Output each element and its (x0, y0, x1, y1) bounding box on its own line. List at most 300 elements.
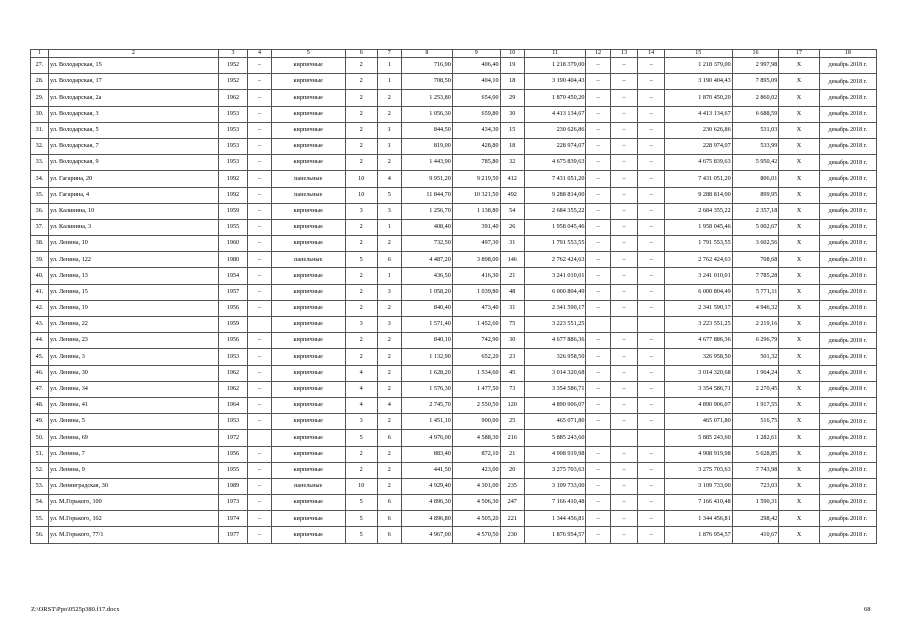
year-built-cell: 1989 (218, 478, 248, 494)
repair-deadline-cell: декабрь 2018 г. (819, 527, 876, 543)
col-14-cell: – (638, 74, 665, 90)
living-area-cell: 423,00 (452, 462, 500, 478)
cost-per-sqm-cell: 708,68 (732, 252, 779, 268)
residents-cell: 146 (500, 252, 524, 268)
entrances-cell: 1 (377, 219, 401, 235)
cost-fund-cell: 1 791 553,55 (664, 236, 732, 252)
total-area-cell: 1 628,20 (401, 365, 452, 381)
col-12-cell (586, 317, 610, 333)
col-17-cell: Х (779, 511, 819, 527)
col-17-cell: Х (779, 155, 819, 171)
total-area-cell: 4 967,00 (401, 527, 452, 543)
cost-total-cell: 1 344 456,81 (524, 511, 585, 527)
residents-cell: 29 (500, 90, 524, 106)
living-area-cell: 3 898,00 (452, 252, 500, 268)
cost-per-sqm-cell: 806,01 (732, 171, 779, 187)
residents-cell: 21 (500, 268, 524, 284)
living-area-cell: 785,80 (452, 155, 500, 171)
col-12-cell: – (586, 478, 610, 494)
row-number-cell: 43. (31, 317, 49, 333)
cost-fund-cell: 5 885 243,60 (664, 430, 732, 446)
address-cell: ул. Ленина, 3 (49, 349, 219, 365)
entrances-cell: 2 (377, 462, 401, 478)
residents-cell: 30 (500, 333, 524, 349)
col-12-cell: – (586, 187, 610, 203)
cost-per-sqm-cell: 5 771,11 (732, 284, 779, 300)
total-area-cell: 1 443,90 (401, 155, 452, 171)
table-row (31, 155, 877, 171)
table-row (31, 122, 877, 138)
living-area-cell: 900,00 (452, 414, 500, 430)
address-cell: ул. Ленина, 5 (49, 414, 219, 430)
col-13-cell: – (610, 397, 638, 413)
col-17-cell: Х (779, 446, 819, 462)
col-12-cell: – (586, 527, 610, 543)
row-number-cell: 30. (31, 106, 49, 122)
wall-material-cell: кирпичные (271, 58, 345, 74)
repair-deadline-cell: декабрь 2018 г. (819, 122, 876, 138)
repair-deadline-cell: декабрь 2018 г. (819, 284, 876, 300)
column-number-2: 2 (49, 50, 219, 58)
cost-total-cell: 4 890 906,07 (524, 397, 585, 413)
row-number-cell: 36. (31, 203, 49, 219)
address-cell: ул. Володарская, 17 (49, 74, 219, 90)
cost-per-sqm-cell: 501,32 (732, 349, 779, 365)
table-row (31, 219, 877, 235)
col-17-cell: Х (779, 252, 819, 268)
col-13-cell: – (610, 122, 638, 138)
floors-cell: 2 (345, 58, 377, 74)
residents-cell: 75 (500, 317, 524, 333)
repair-deadline-cell: декабрь 2018 г. (819, 187, 876, 203)
residents-cell: 31 (500, 236, 524, 252)
cost-fund-cell: 2 684 355,22 (664, 203, 732, 219)
col-4-cell: – (248, 106, 271, 122)
cost-total-cell: 5 885 243,60 (524, 430, 585, 446)
year-built-cell: 1952 (218, 58, 248, 74)
col-14-cell: – (638, 268, 665, 284)
entrances-cell: 2 (377, 300, 401, 316)
entrances-cell: 3 (377, 284, 401, 300)
residents-cell: 230 (500, 527, 524, 543)
address-cell: ул. Володарская, 3 (49, 106, 219, 122)
col-12-cell: – (586, 58, 610, 74)
col-13-cell: – (610, 236, 638, 252)
col-14-cell: – (638, 138, 665, 154)
table-row (31, 58, 877, 74)
floors-cell: 2 (345, 446, 377, 462)
col-17-cell: Х (779, 187, 819, 203)
year-built-cell: 1977 (218, 527, 248, 543)
cost-fund-cell: 9 288 814,00 (664, 187, 732, 203)
col-4-cell: – (248, 462, 271, 478)
address-cell: ул. Володарская, 15 (49, 58, 219, 74)
living-area-cell: 497,30 (452, 236, 500, 252)
entrances-cell: 6 (377, 252, 401, 268)
repair-deadline-cell: декабрь 2018 г. (819, 381, 876, 397)
floors-cell: 2 (345, 74, 377, 90)
col-14-cell: – (638, 333, 665, 349)
floors-cell: 10 (345, 478, 377, 494)
row-number-cell: 38. (31, 236, 49, 252)
address-cell: ул. М.Горького, 102 (49, 511, 219, 527)
floors-cell: 4 (345, 397, 377, 413)
col-12-cell: – (586, 300, 610, 316)
floors-cell: 4 (345, 381, 377, 397)
wall-material-cell: кирпичные (271, 236, 345, 252)
floors-cell: 5 (345, 495, 377, 511)
col-14-cell: – (638, 284, 665, 300)
col-14-cell: – (638, 90, 665, 106)
address-cell: ул. Ленина, 13 (49, 268, 219, 284)
year-built-cell: 1955 (218, 219, 248, 235)
entrances-cell: 1 (377, 138, 401, 154)
col-12-cell: – (586, 138, 610, 154)
living-area-cell: 428,80 (452, 138, 500, 154)
address-cell: ул. Калинина, 10 (49, 203, 219, 219)
col-13-cell: – (610, 58, 638, 74)
col-13-cell: – (610, 381, 638, 397)
table-row (31, 284, 877, 300)
repair-deadline-cell: декабрь 2018 г. (819, 446, 876, 462)
floors-cell: 2 (345, 462, 377, 478)
row-number-cell: 53. (31, 478, 49, 494)
column-number-row (31, 50, 877, 58)
cost-fund-cell: 1 344 456,81 (664, 511, 732, 527)
col-14-cell (638, 317, 665, 333)
col-4-cell: – (248, 381, 271, 397)
year-built-cell: 1952 (218, 74, 248, 90)
col-17-cell: Х (779, 333, 819, 349)
table-row (31, 90, 877, 106)
total-area-cell: 4 896,80 (401, 511, 452, 527)
wall-material-cell: кирпичные (271, 138, 345, 154)
living-area-cell: 416,30 (452, 268, 500, 284)
entrances-cell: 2 (377, 155, 401, 171)
repair-deadline-cell: декабрь 2018 г. (819, 155, 876, 171)
col-13-cell: – (610, 268, 638, 284)
total-area-cell: 844,50 (401, 122, 452, 138)
total-area-cell: 819,00 (401, 138, 452, 154)
repair-deadline-cell: декабрь 2018 г. (819, 495, 876, 511)
column-number-11: 11 (524, 50, 585, 58)
cost-total-cell: 4 677 886,36 (524, 333, 585, 349)
residents-cell: 23 (500, 349, 524, 365)
wall-material-cell: кирпичные (271, 414, 345, 430)
col-12-cell: – (586, 397, 610, 413)
cost-total-cell: 2 684 355,22 (524, 203, 585, 219)
wall-material-cell: кирпичные (271, 349, 345, 365)
col-17-cell: Х (779, 171, 819, 187)
floors-cell: 2 (345, 106, 377, 122)
cost-fund-cell: 7 431 051,20 (664, 171, 732, 187)
repair-deadline-cell: декабрь 2018 г. (819, 365, 876, 381)
col-17-cell: Х (779, 74, 819, 90)
col-14-cell: – (638, 446, 665, 462)
cost-fund-cell: 3 014 320,68 (664, 365, 732, 381)
table-row (31, 430, 877, 446)
table-row (31, 236, 877, 252)
floors-cell: 2 (345, 284, 377, 300)
col-17-cell: Х (779, 414, 819, 430)
col-14-cell: – (638, 252, 665, 268)
year-built-cell: 1980 (218, 252, 248, 268)
entrances-cell: 3 (377, 203, 401, 219)
total-area-cell: 1 253,80 (401, 90, 452, 106)
cost-per-sqm-cell: 531,03 (732, 122, 779, 138)
cost-fund-cell: 4 890 906,07 (664, 397, 732, 413)
column-number-13: 13 (610, 50, 638, 58)
col-14-cell (638, 430, 665, 446)
col-12-cell: – (586, 446, 610, 462)
cost-total-cell: 1 870 450,20 (524, 90, 585, 106)
cost-fund-cell: 3 223 551,25 (664, 317, 732, 333)
col-12-cell: – (586, 333, 610, 349)
wall-material-cell: кирпичные (271, 300, 345, 316)
col-4-cell: – (248, 138, 271, 154)
row-number-cell: 31. (31, 122, 49, 138)
col-17-cell: Х (779, 90, 819, 106)
floors-cell: 2 (345, 155, 377, 171)
col-17-cell: Х (779, 106, 819, 122)
cost-fund-cell: 7 166 410,48 (664, 495, 732, 511)
living-area-cell: 391,40 (452, 219, 500, 235)
repair-deadline-cell: декабрь 2018 г. (819, 349, 876, 365)
col-4-cell: – (248, 90, 271, 106)
cost-per-sqm-cell: 2 270,45 (732, 381, 779, 397)
cost-per-sqm-cell: 7 895,09 (732, 74, 779, 90)
col-4-cell: – (248, 349, 271, 365)
residents-cell: 216 (500, 430, 524, 446)
cost-total-cell: 1 791 553,55 (524, 236, 585, 252)
living-area-cell: 1 534,60 (452, 365, 500, 381)
cost-total-cell: 4 413 134,67 (524, 106, 585, 122)
cost-fund-cell: 326 958,50 (664, 349, 732, 365)
col-4-cell: – (248, 527, 271, 543)
residents-cell: 54 (500, 203, 524, 219)
entrances-cell: 2 (377, 478, 401, 494)
address-cell: ул. Володарская, 7 (49, 138, 219, 154)
residents-cell: 15 (500, 122, 524, 138)
col-17-cell: Х (779, 397, 819, 413)
cost-per-sqm-cell: 7 743,98 (732, 462, 779, 478)
col-14-cell: – (638, 219, 665, 235)
col-17-cell: Х (779, 284, 819, 300)
wall-material-cell: панельные (271, 187, 345, 203)
residents-cell: 235 (500, 478, 524, 494)
col-17-cell: Х (779, 300, 819, 316)
col-17-cell: Х (779, 430, 819, 446)
column-number-14: 14 (638, 50, 665, 58)
total-area-cell: 4 487,20 (401, 252, 452, 268)
living-area-cell: 1 138,80 (452, 203, 500, 219)
cost-per-sqm-cell: 6 296,79 (732, 333, 779, 349)
floors-cell: 2 (345, 219, 377, 235)
cost-fund-cell: 230 626,86 (664, 122, 732, 138)
year-built-cell: 1973 (218, 495, 248, 511)
cost-per-sqm-cell: 2 219,16 (732, 317, 779, 333)
cost-fund-cell: 3 354 586,71 (664, 381, 732, 397)
table-row (31, 462, 877, 478)
repair-deadline-cell: декабрь 2018 г. (819, 171, 876, 187)
col-13-cell: – (610, 187, 638, 203)
entrances-cell: 2 (377, 90, 401, 106)
col-14-cell: – (638, 478, 665, 494)
cost-total-cell: 3 109 733,00 (524, 478, 585, 494)
column-number-8: 8 (401, 50, 452, 58)
year-built-cell: 1953 (218, 155, 248, 171)
address-cell: ул. М.Горького, 77/1 (49, 527, 219, 543)
living-area-cell: 4 588,30 (452, 430, 500, 446)
total-area-cell: 4 896,30 (401, 495, 452, 511)
row-number-cell: 42. (31, 300, 49, 316)
column-number-16: 16 (732, 50, 779, 58)
row-number-cell: 52. (31, 462, 49, 478)
col-14-cell: – (638, 527, 665, 543)
col-4-cell: – (248, 414, 271, 430)
total-area-cell: 716,90 (401, 58, 452, 74)
residents-cell: 20 (500, 462, 524, 478)
total-area-cell: 1 571,40 (401, 317, 452, 333)
entrances-cell: 6 (377, 430, 401, 446)
residents-cell: 21 (500, 446, 524, 462)
col-12-cell: – (586, 365, 610, 381)
col-17-cell: Х (779, 58, 819, 74)
repair-deadline-cell: декабрь 2018 г. (819, 203, 876, 219)
repair-deadline-cell: декабрь 2018 г. (819, 414, 876, 430)
cost-total-cell: 3 275 703,63 (524, 462, 585, 478)
address-cell: ул. Гагарина, 20 (49, 171, 219, 187)
repair-deadline-cell: декабрь 2018 г. (819, 106, 876, 122)
floors-cell: 10 (345, 187, 377, 203)
cost-fund-cell: 4 908 919,98 (664, 446, 732, 462)
floors-cell: 2 (345, 268, 377, 284)
wall-material-cell: кирпичные (271, 495, 345, 511)
repair-deadline-cell: декабрь 2018 г. (819, 219, 876, 235)
table-row (31, 268, 877, 284)
cost-total-cell: 3 223 551,25 (524, 317, 585, 333)
col-4-cell: – (248, 397, 271, 413)
cost-total-cell: 7 431 051,20 (524, 171, 585, 187)
page-number: 68 (864, 606, 871, 613)
entrances-cell: 6 (377, 495, 401, 511)
cost-total-cell: 1 876 954,57 (524, 527, 585, 543)
col-13-cell: – (610, 155, 638, 171)
residents-cell: 19 (500, 58, 524, 74)
year-built-cell: 1974 (218, 511, 248, 527)
col-4-cell: – (248, 252, 271, 268)
repair-deadline-cell: декабрь 2018 г. (819, 58, 876, 74)
col-14-cell: – (638, 397, 665, 413)
entrances-cell: 5 (377, 187, 401, 203)
repair-deadline-cell: декабрь 2018 г. (819, 236, 876, 252)
total-area-cell: 1 056,30 (401, 106, 452, 122)
living-area-cell: 742,90 (452, 333, 500, 349)
total-area-cell: 840,10 (401, 333, 452, 349)
col-14-cell: – (638, 495, 665, 511)
floors-cell: 3 (345, 203, 377, 219)
address-cell: ул. Ленина, 7 (49, 446, 219, 462)
living-area-cell: 659,80 (452, 106, 500, 122)
wall-material-cell: кирпичные (271, 365, 345, 381)
cost-fund-cell: 4 675 839,63 (664, 155, 732, 171)
col-12-cell: – (586, 495, 610, 511)
col-4-cell: – (248, 446, 271, 462)
entrances-cell: 2 (377, 381, 401, 397)
col-17-cell: Х (779, 219, 819, 235)
living-area-cell: 1 477,50 (452, 381, 500, 397)
column-number-10: 10 (500, 50, 524, 58)
total-area-cell: 1 576,30 (401, 381, 452, 397)
table-row (31, 203, 877, 219)
cost-total-cell: 2 341 590,17 (524, 300, 585, 316)
repair-deadline-cell: декабрь 2018 г. (819, 252, 876, 268)
col-13-cell: – (610, 462, 638, 478)
col-13-cell (610, 430, 638, 446)
table-row (31, 187, 877, 203)
living-area-cell: 654,00 (452, 90, 500, 106)
address-cell: ул. Володарская, 5 (49, 122, 219, 138)
floors-cell: 5 (345, 252, 377, 268)
col-4-cell (248, 430, 271, 446)
col-12-cell: – (586, 284, 610, 300)
residents-cell: 18 (500, 138, 524, 154)
year-built-cell: 1959 (218, 317, 248, 333)
residents-cell: 48 (500, 284, 524, 300)
cost-fund-cell: 6 000 804,49 (664, 284, 732, 300)
cost-per-sqm-cell: 1 590,31 (732, 495, 779, 511)
floors-cell: 2 (345, 333, 377, 349)
col-4-cell: – (248, 236, 271, 252)
col-17-cell: Х (779, 268, 819, 284)
col-14-cell: – (638, 106, 665, 122)
total-area-cell: 708,50 (401, 74, 452, 90)
wall-material-cell: кирпичные (271, 268, 345, 284)
living-area-cell: 473,40 (452, 300, 500, 316)
table-row (31, 478, 877, 494)
residents-cell: 31 (500, 300, 524, 316)
total-area-cell: 408,40 (401, 219, 452, 235)
cost-total-cell: 9 288 814,00 (524, 187, 585, 203)
year-built-cell: 1956 (218, 333, 248, 349)
total-area-cell: 1 256,70 (401, 203, 452, 219)
cost-per-sqm-cell: 2 860,02 (732, 90, 779, 106)
residents-cell: 73 (500, 381, 524, 397)
col-13-cell: – (610, 219, 638, 235)
col-12-cell: – (586, 171, 610, 187)
col-12-cell: – (586, 511, 610, 527)
col-13-cell (610, 317, 638, 333)
col-4-cell: – (248, 122, 271, 138)
entrances-cell: 6 (377, 527, 401, 543)
col-12-cell: – (586, 74, 610, 90)
row-number-cell: 56. (31, 527, 49, 543)
cost-per-sqm-cell: 410,67 (732, 527, 779, 543)
col-4-cell: – (248, 155, 271, 171)
col-4-cell (248, 317, 271, 333)
col-13-cell: – (610, 349, 638, 365)
cost-total-cell: 228 974,07 (524, 138, 585, 154)
col-13-cell: – (610, 138, 638, 154)
year-built-cell: 1953 (218, 138, 248, 154)
cost-fund-cell: 3 190 404,43 (664, 74, 732, 90)
cost-fund-cell: 4 413 134,67 (664, 106, 732, 122)
cost-per-sqm-cell: 1 282,61 (732, 430, 779, 446)
entrances-cell: 1 (377, 268, 401, 284)
floors-cell: 5 (345, 430, 377, 446)
col-13-cell: – (610, 90, 638, 106)
address-cell: ул. Ленина, 10 (49, 236, 219, 252)
